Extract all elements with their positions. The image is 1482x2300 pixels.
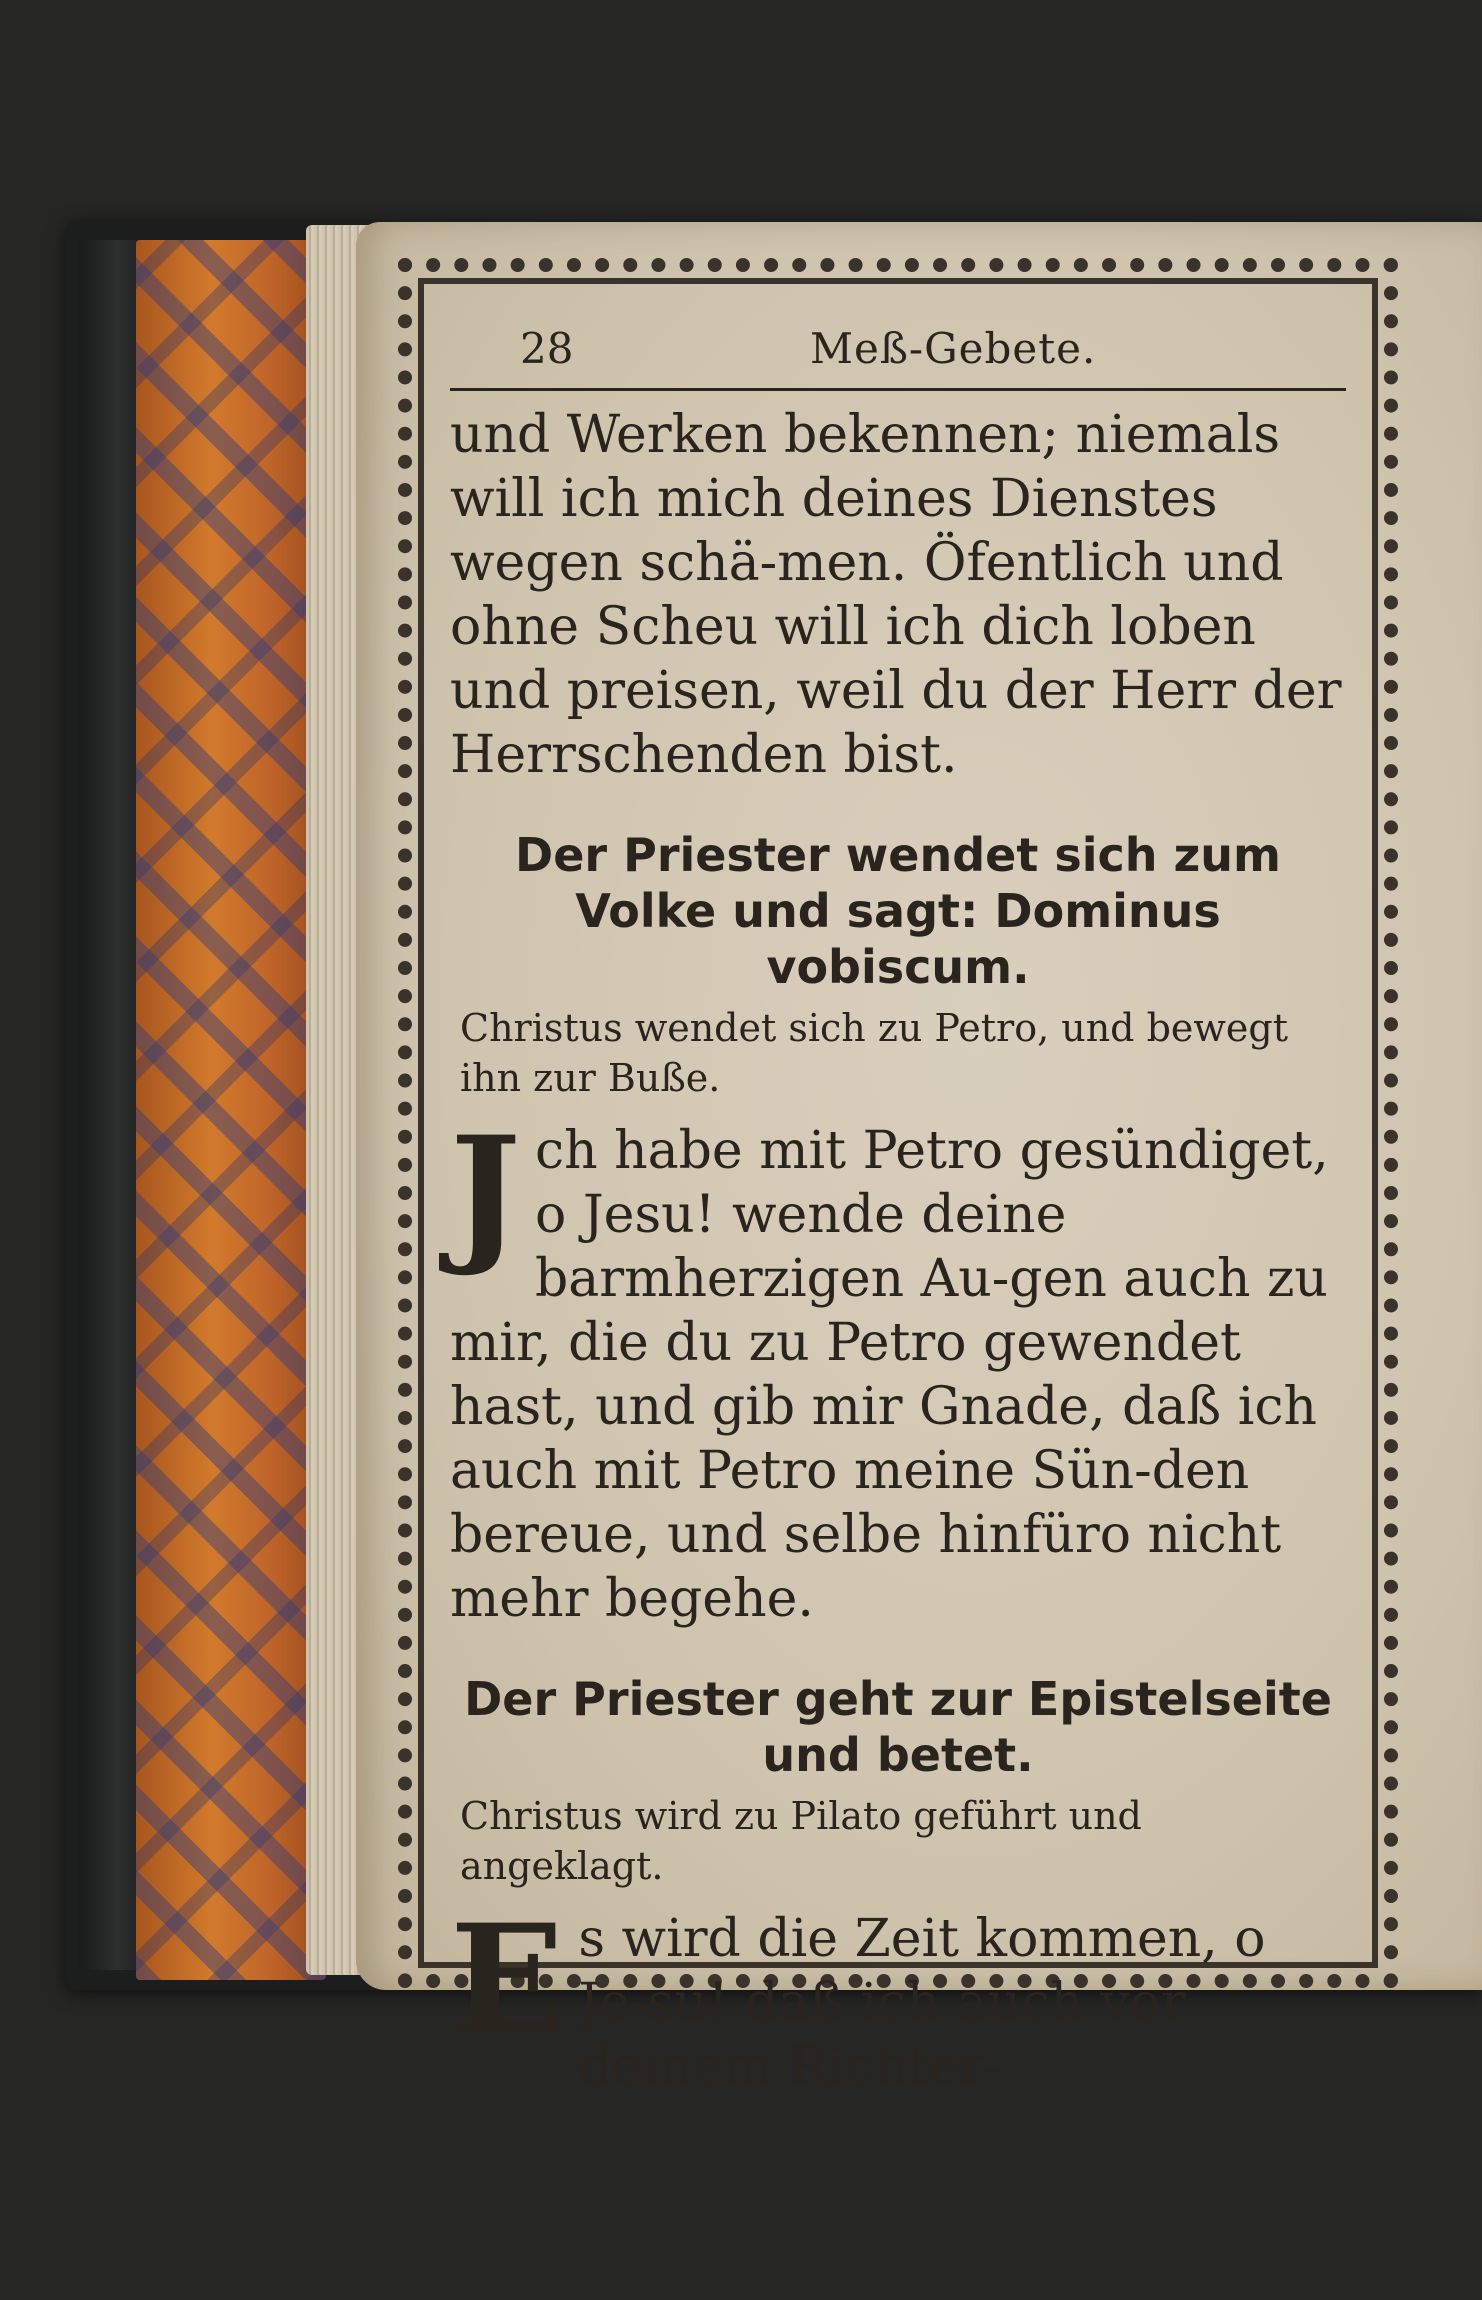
section-heading-2: Der Priester geht zur Epistelseite und betet. — [464, 1672, 1332, 1782]
drop-cap-1: J — [450, 1104, 521, 1280]
paragraph-3-text: s wird die Zeit kommen, o Je-su! daß ich auch vor deinem Richter- — [578, 1909, 1266, 2097]
page-header — [450, 318, 1346, 391]
paragraph-2-text: ch habe mit Petro gesündiget, o Jesu! wende deine barmherzigen Au-gen auch zu mir, die du zu Petro gewendet hast, und gib mir Gnade, daß ich auch mit Petro meine Sün-den bereue, und selbe hinfüro nicht mehr begehe. — [450, 1121, 1329, 1629]
rubric-2: Christus wird zu Pilato geführt und angeklagt. — [460, 1794, 1142, 1888]
marbled-page-edge — [136, 240, 326, 1980]
drop-cap-2: E — [450, 1892, 565, 2068]
paragraph-1: und Werken bekennen; niemals will ich mich deines Dienstes wegen schä-men. Öfentlich und ohne Scheu will ich dich loben und preisen, weil du der Herr der Herrschenden bist. — [450, 405, 1342, 785]
page-number: 28 — [520, 324, 574, 373]
paragraph-2 — [450, 1104, 1346, 1631]
paragraph-3 — [450, 1892, 1346, 2099]
page-content — [450, 318, 1346, 2097]
running-title: Meß-Gebete. — [810, 324, 1097, 373]
section-heading-1: Der Priester wendet sich zum Volke und sagt: Dominus vobiscum. — [515, 828, 1281, 994]
rubric-1: Christus wendet sich zu Petro, und bewegt ihn zur Buße. — [460, 1006, 1289, 1100]
